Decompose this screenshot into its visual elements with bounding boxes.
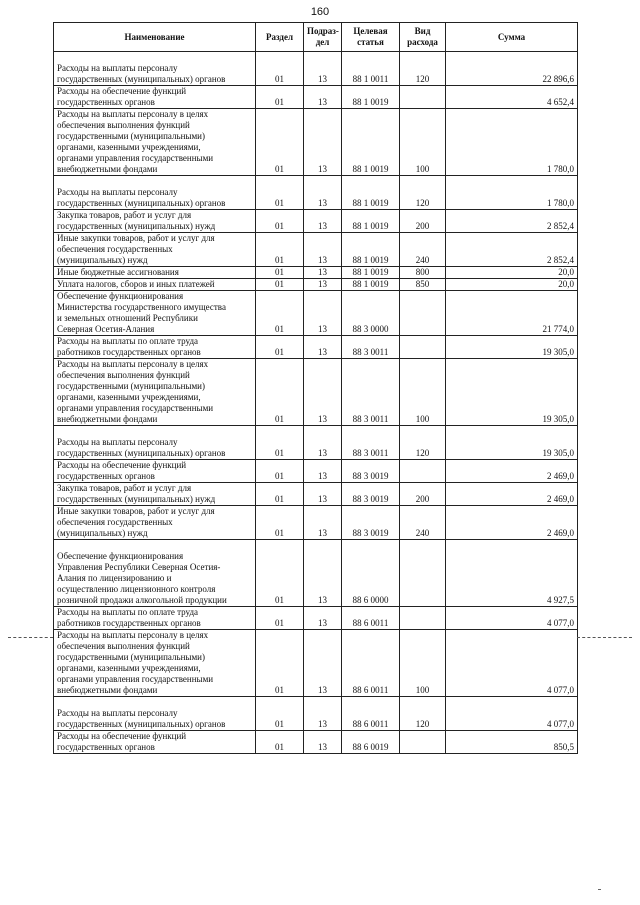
page-number: 160 (310, 6, 330, 18)
row-type: 120 (400, 176, 446, 210)
table-body (54, 52, 578, 754)
row-type: 200 (400, 483, 446, 506)
row-sum: 2 469,0 (446, 483, 578, 506)
budget-table (53, 22, 578, 754)
row-name: Расходы на выплаты персоналу в целях обеспечения выполнения функций государственными (муниципальными) органами, казенными учреждениями, органами управления государственными внебюджетными фондами (54, 359, 256, 426)
row-section: 01 (256, 697, 304, 731)
row-sum: 2 469,0 (446, 460, 578, 483)
row-type (400, 336, 446, 359)
row-sum: 19 305,0 (446, 359, 578, 426)
row-subsection: 13 (304, 483, 342, 506)
row-sum: 4 077,0 (446, 607, 578, 630)
row-type: 100 (400, 109, 446, 176)
row-sum: 2 469,0 (446, 506, 578, 540)
row-name: Расходы на выплаты по оплате труда работников государственных органов (54, 607, 256, 630)
row-type: 120 (400, 52, 446, 86)
header-type: Вид расхода (400, 23, 446, 52)
row-subsection: 13 (304, 52, 342, 86)
row-target: 88 6 0019 (342, 731, 400, 754)
row-sum: 20,0 (446, 267, 578, 279)
row-name: Иные закупки товаров, работ и услуг для обеспечения государственных (муниципальных) нужд (54, 506, 256, 540)
row-subsection: 13 (304, 291, 342, 336)
header-subsection: Подраз- дел (304, 23, 342, 52)
row-type: 240 (400, 233, 446, 267)
row-name: Расходы на выплаты по оплате труда работников государственных органов (54, 336, 256, 359)
row-name: Закупка товаров, работ и услуг для государственных (муниципальных) нужд (54, 483, 256, 506)
row-target: 88 3 0011 (342, 336, 400, 359)
row-target: 88 1 0019 (342, 109, 400, 176)
row-target: 88 3 0019 (342, 506, 400, 540)
scan-artifact-line (577, 637, 632, 638)
table-header-row (54, 23, 578, 52)
row-sum: 4 077,0 (446, 697, 578, 731)
table-row (54, 267, 578, 279)
row-section: 01 (256, 233, 304, 267)
row-subsection: 13 (304, 506, 342, 540)
table-row (54, 731, 578, 754)
row-type (400, 86, 446, 109)
row-name: Расходы на выплаты персоналу государственных (муниципальных) органов (54, 52, 256, 86)
table-row (54, 52, 578, 86)
row-type: 120 (400, 697, 446, 731)
row-name: Расходы на обеспечение функций государственных органов (54, 86, 256, 109)
row-name: Иные закупки товаров, работ и услуг для обеспечения государственных (муниципальных) нужд (54, 233, 256, 267)
row-section: 01 (256, 426, 304, 460)
row-sum: 2 852,4 (446, 210, 578, 233)
row-section: 01 (256, 176, 304, 210)
row-target: 88 3 0011 (342, 426, 400, 460)
row-type (400, 460, 446, 483)
row-subsection: 13 (304, 460, 342, 483)
table-row (54, 233, 578, 267)
row-name: Обеспечение функционирования Министерства государственного имущества и земельных отношений Республики Северная Осетия-Алания (54, 291, 256, 336)
table-row (54, 359, 578, 426)
row-subsection: 13 (304, 540, 342, 607)
table-row (54, 697, 578, 731)
table-row (54, 540, 578, 607)
row-target: 88 6 0011 (342, 607, 400, 630)
row-sum: 21 774,0 (446, 291, 578, 336)
row-sum: 1 780,0 (446, 109, 578, 176)
row-target: 88 1 0019 (342, 210, 400, 233)
row-section: 01 (256, 109, 304, 176)
row-sum: 19 305,0 (446, 426, 578, 460)
row-subsection: 13 (304, 176, 342, 210)
row-name: Закупка товаров, работ и услуг для государственных (муниципальных) нужд (54, 210, 256, 233)
table-row (54, 336, 578, 359)
row-section: 01 (256, 267, 304, 279)
header-sum: Сумма (446, 23, 578, 52)
row-sum: 850,5 (446, 731, 578, 754)
row-type (400, 607, 446, 630)
row-name: Обеспечение функционирования Управления Республики Северная Осетия- Алания по лицензированию и осуществлению лицензионного контроля розничной продажи алкогольной продукции (54, 540, 256, 607)
table-row (54, 630, 578, 697)
scan-speck (598, 889, 601, 890)
row-subsection: 13 (304, 697, 342, 731)
table-row (54, 176, 578, 210)
table-row (54, 426, 578, 460)
row-name: Расходы на обеспечение функций государственных органов (54, 731, 256, 754)
row-section: 01 (256, 483, 304, 506)
row-subsection: 13 (304, 210, 342, 233)
row-subsection: 13 (304, 109, 342, 176)
row-subsection: 13 (304, 731, 342, 754)
row-sum: 4 927,5 (446, 540, 578, 607)
row-sum: 2 852,4 (446, 233, 578, 267)
row-section: 01 (256, 731, 304, 754)
table-row (54, 607, 578, 630)
header-name: Наименование (54, 23, 256, 52)
row-subsection: 13 (304, 426, 342, 460)
row-type: 200 (400, 210, 446, 233)
row-name: Расходы на выплаты персоналу в целях обеспечения выполнения функций государственными (муниципальными) органами, казенными учреждениями, органами управления государственными внебюджетными фондами (54, 109, 256, 176)
row-target: 88 1 0019 (342, 233, 400, 267)
row-sum: 4 652,4 (446, 86, 578, 109)
row-section: 01 (256, 336, 304, 359)
row-sum: 1 780,0 (446, 176, 578, 210)
row-section: 01 (256, 52, 304, 86)
header-target: Целевая статья (342, 23, 400, 52)
row-section: 01 (256, 279, 304, 291)
row-subsection: 13 (304, 86, 342, 109)
row-type (400, 731, 446, 754)
row-name: Расходы на выплаты персоналу в целях обеспечения выполнения функций государственными (муниципальными) органами, казенными учреждениями, органами управления государственными внебюджетными фондами (54, 630, 256, 697)
table-row (54, 291, 578, 336)
row-subsection: 13 (304, 359, 342, 426)
row-target: 88 3 0011 (342, 359, 400, 426)
row-target: 88 3 0019 (342, 460, 400, 483)
row-section: 01 (256, 540, 304, 607)
row-sum: 4 077,0 (446, 630, 578, 697)
row-type (400, 291, 446, 336)
row-target: 88 6 0011 (342, 697, 400, 731)
table-row (54, 86, 578, 109)
row-target: 88 1 0019 (342, 267, 400, 279)
row-target: 88 3 0000 (342, 291, 400, 336)
row-section: 01 (256, 506, 304, 540)
row-section: 01 (256, 460, 304, 483)
row-type: 240 (400, 506, 446, 540)
row-target: 88 1 0019 (342, 86, 400, 109)
row-type (400, 540, 446, 607)
row-subsection: 13 (304, 607, 342, 630)
row-target: 88 1 0019 (342, 176, 400, 210)
header-section: Раздел (256, 23, 304, 52)
row-name: Расходы на выплаты персоналу государственных (муниципальных) органов (54, 176, 256, 210)
row-section: 01 (256, 86, 304, 109)
row-name: Уплата налогов, сборов и иных платежей (54, 279, 256, 291)
row-subsection: 13 (304, 279, 342, 291)
table-row (54, 279, 578, 291)
scan-artifact-line (8, 637, 53, 638)
row-section: 01 (256, 359, 304, 426)
row-section: 01 (256, 291, 304, 336)
row-section: 01 (256, 210, 304, 233)
row-sum: 19 305,0 (446, 336, 578, 359)
table-row (54, 483, 578, 506)
row-section: 01 (256, 607, 304, 630)
row-sum: 22 896,6 (446, 52, 578, 86)
table-row (54, 460, 578, 483)
row-type: 100 (400, 359, 446, 426)
row-type: 100 (400, 630, 446, 697)
table-row (54, 506, 578, 540)
row-type: 850 (400, 279, 446, 291)
row-name: Расходы на выплаты персоналу государственных (муниципальных) органов (54, 697, 256, 731)
row-section: 01 (256, 630, 304, 697)
row-name: Иные бюджетные ассигнования (54, 267, 256, 279)
row-subsection: 13 (304, 630, 342, 697)
row-target: 88 6 0000 (342, 540, 400, 607)
row-type: 120 (400, 426, 446, 460)
row-target: 88 3 0019 (342, 483, 400, 506)
row-name: Расходы на выплаты персоналу государственных (муниципальных) органов (54, 426, 256, 460)
row-sum: 20,0 (446, 279, 578, 291)
row-name: Расходы на обеспечение функций государственных органов (54, 460, 256, 483)
row-target: 88 6 0011 (342, 630, 400, 697)
row-subsection: 13 (304, 233, 342, 267)
table-row (54, 210, 578, 233)
table-row (54, 109, 578, 176)
row-target: 88 1 0019 (342, 279, 400, 291)
row-subsection: 13 (304, 336, 342, 359)
row-target: 88 1 0011 (342, 52, 400, 86)
row-type: 800 (400, 267, 446, 279)
row-subsection: 13 (304, 267, 342, 279)
